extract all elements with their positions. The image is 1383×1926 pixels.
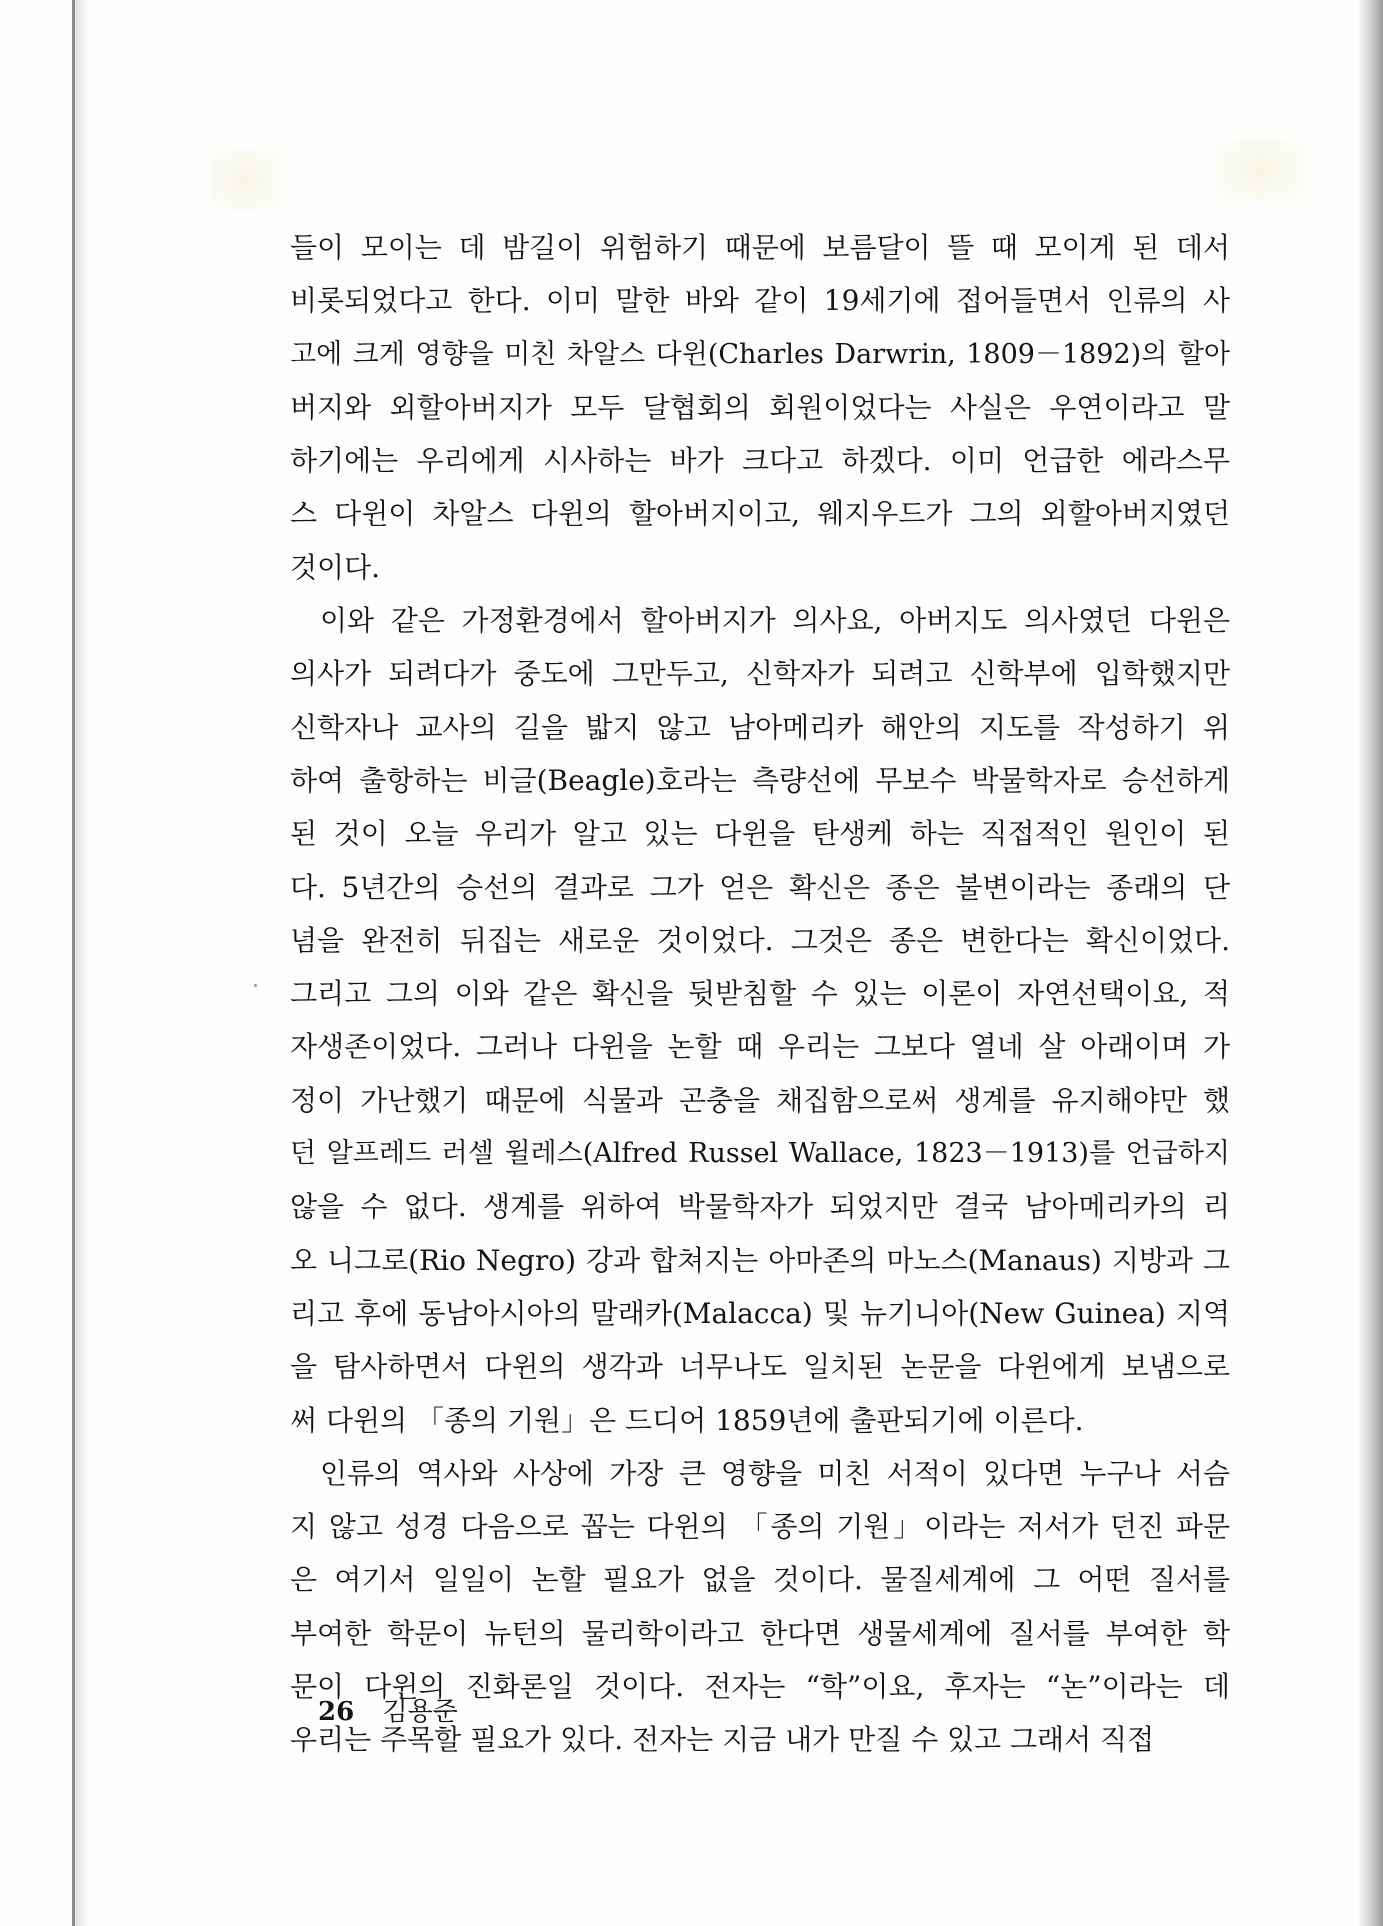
text-line: 이와 같은 가정환경에서 할아버지가 의사요, 아버지도 의사였던 다윈은 [320,604,1230,638]
page-footer [318,1692,458,1732]
text-line: 하여 출항하는 비글(Beagle)호라는 측량선에 무보수 박물학자로 승선하게 [290,763,1230,797]
text-line: 문이 다윈의 진화론일 것이다. 전자는 “학”이요, 후자는 “논”이라는 데 [290,1670,1230,1704]
text-line: 의사가 되려다가 중도에 그만두고, 신학자가 되려고 신학부에 입학했지만 [290,657,1230,691]
text-line: 오 니그로(Rio Negro) 강과 합쳐지는 아마존의 마노스(Manaus) 지방과 그 [290,1243,1230,1277]
paper-stain [1215,140,1305,200]
text-line: 다. 5년간의 승선의 결과로 그가 얻은 확신은 종은 불변이라는 종래의 단 [290,870,1230,904]
text-line: 않을 수 없다. 생계를 위하여 박물학자가 되었지만 결국 남아메리카의 리 [290,1190,1230,1224]
text-line: 지 않고 성경 다음으로 꼽는 다윈의 「종의 기원」이라는 저서가 던진 파문 [290,1510,1230,1544]
text-line: 그리고 그의 이와 같은 확신을 뒷받침할 수 있는 이론이 자연선택이요, 적 [290,977,1230,1011]
text-line: 리고 후에 동남아시아의 말래카(Malacca) 및 뉴기니아(New Guinea) 지역 [290,1296,1230,1330]
text-line: 비롯되었다고 한다. 이미 말한 바와 같이 19세기에 접어들면서 인류의 사 [290,284,1230,318]
text-line: 스 다윈이 차알스 다윈의 할아버지이고, 웨지우드가 그의 외할아버지였던 [290,497,1230,531]
paper-speck [254,984,257,987]
text-line: 부여한 학문이 뉴턴의 물리학이라고 한다면 생물세계에 질서를 부여한 학 [290,1616,1230,1650]
text-line: 념을 완전히 뒤집는 새로운 것이었다. 그것은 종은 변한다는 확신이었다. [290,923,1230,957]
body-text [290,221,1230,1767]
text-line: 자생존이었다. 그러나 다윈을 논할 때 우리는 그보다 열네 살 아래이며 가 [290,1030,1230,1064]
text-line: 은 여기서 일일이 논할 필요가 없을 것이다. 물질세계에 그 어떤 질서를 [290,1563,1230,1597]
author-name: 김용준 [382,1697,458,1727]
text-line: 신학자나 교사의 길을 밟지 않고 남아메리카 해안의 지도를 작성하기 위 [290,710,1230,744]
text-line: 을 탐사하면서 다윈의 생각과 너무나도 일치된 논문을 다윈에게 보냄으로 [290,1350,1230,1384]
page-number: 26 [318,1697,355,1727]
text-line: 것이다. [290,550,381,584]
text-line: 하기에는 우리에게 시사하는 바가 크다고 하겠다. 이미 언급한 에라스무 [290,444,1230,478]
text-line: 정이 가난했기 때문에 식물과 곤충을 채집함으로써 생계를 유지해야만 했 [290,1083,1230,1117]
text-line: 인류의 역사와 사상에 가장 큰 영향을 미친 서적이 있다면 누구나 서슴 [320,1456,1230,1490]
text-line: 들이 모이는 데 밤길이 위험하기 때문에 보름달이 뜰 때 모이게 된 데서 [290,231,1230,264]
text-line: 던 알프레드 러셀 윌레스(Alfred Russel Wallace, 1823－1913)를 언급하지 [290,1138,1230,1170]
text-line: 버지와 외할아버지가 모두 달협회의 회원이었다는 사실은 우연이라고 말 [290,390,1230,424]
text-line: 된 것이 오늘 우리가 알고 있는 다윈을 탄생케 하는 직접적인 원인이 된 [290,817,1230,851]
page-right-fold [1357,0,1383,1926]
text-line: 우리는 주목할 필요가 있다. 전자는 지금 내가 만질 수 있고 그래서 직접 [290,1723,1155,1757]
paper-stain [210,150,280,210]
text-line: 고에 크게 영향을 미친 차알스 다윈(Charles Darwrin, 1809－1892)의 할아 [290,338,1230,370]
text-line: 써 다윈의 「종의 기원」은 드디어 1859년에 출판되기에 이른다. [290,1403,1084,1437]
page-gutter-shadow [75,0,89,1926]
